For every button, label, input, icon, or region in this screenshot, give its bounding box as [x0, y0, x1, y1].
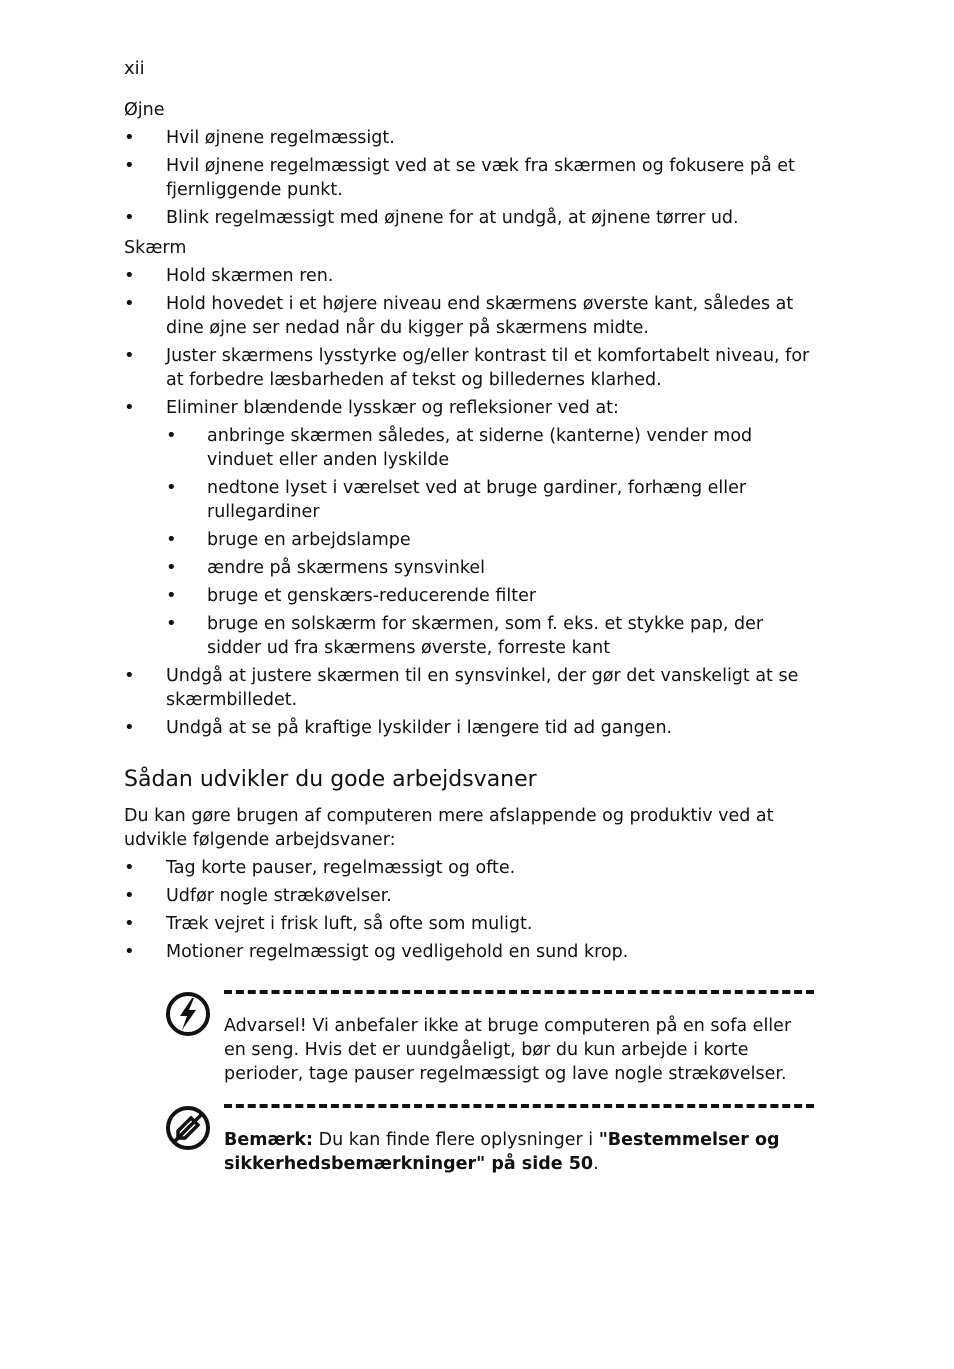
note-callout [164, 1104, 814, 1176]
sublist-item: • bruge en solskærm for skærmen, som f. eks. et stykke pap, der sidder ud fra skærmens øverste, forreste kant [166, 612, 814, 660]
note-body-text: Du kan finde flere oplysninger i [313, 1130, 599, 1150]
habits-intro: Du kan gøre brugen af computeren mere afslappende og produktiv ved at udvikle følgende arbejdsvaner: [124, 806, 774, 850]
list-item: • Træk vejret i frisk luft, så ofte som muligt. [124, 912, 814, 936]
list-item: • Undgå at justere skærmen til en synsvinkel, der gør det vanskeligt at se skærmbilledet. [124, 664, 814, 712]
note-text [224, 1128, 814, 1176]
page-content [124, 98, 814, 1176]
note-end: . [593, 1154, 599, 1174]
sublist-item: • bruge et genskærs-reducerende filter [166, 584, 814, 608]
list-item-text: Eliminer blændende lysskær og refleksioner ved at: [166, 398, 619, 418]
list-item: • Hold skærmen ren. [124, 264, 814, 288]
note-reference-link[interactable]: "Bestemmelser og sikkerhedsbemærkninger" på side 50 [224, 1130, 780, 1174]
list-item-with-sublist [124, 396, 814, 660]
note-body [224, 1104, 814, 1176]
warning-text: Advarsel! Vi anbefaler ikke at bruge computeren på en sofa eller en seng. Hvis det er uundgåeligt, bør du kun arbejde i korte perioder, tage pauser regelmæssigt og lave nogle strækøvelser. [224, 1016, 792, 1084]
sublist-item: • anbringe skærmen således, at siderne (kanterne) vender mod vinduet eller anden lyskilde [166, 424, 814, 472]
screen-list [124, 264, 814, 740]
note-label: Bemærk: [224, 1130, 314, 1150]
warning-callout [164, 990, 814, 1086]
list-item: • Tag korte pauser, regelmæssigt og ofte. [124, 856, 814, 880]
list-item: • Undgå at se på kraftige lyskilder i længere tid ad gangen. [124, 716, 814, 740]
list-item: • Blink regelmæssigt med øjnene for at undgå, at øjnene tørrer ud. [124, 206, 814, 230]
page-number: xii [124, 58, 145, 79]
list-item: • Hvil øjnene regelmæssigt ved at se væk fra skærmen og fokusere på et fjernliggende punkt. [124, 154, 814, 202]
note-icon [164, 1104, 212, 1152]
sublist-item: • ændre på skærmens synsvinkel [166, 556, 814, 580]
list-item: • Hvil øjnene regelmæssigt. [124, 126, 814, 150]
dashed-divider [224, 1104, 814, 1108]
glare-sublist [166, 424, 814, 660]
warning-body [224, 990, 814, 1086]
list-item: • Motioner regelmæssigt og vedligehold en sund krop. [124, 940, 814, 964]
habits-list [124, 856, 814, 964]
list-item: • Udfør nogle strækøvelser. [124, 884, 814, 908]
sublist-item: • bruge en arbejdslampe [166, 528, 814, 552]
dashed-divider [224, 990, 814, 994]
eyes-section-label: Øjne [124, 100, 165, 120]
section-heading: Sådan udvikler du gode arbejdsvaner [124, 767, 537, 792]
list-item: • Hold hovedet i et højere niveau end skærmens øverste kant, således at dine øjne ser nedad når du kigger på skærmens midte. [124, 292, 814, 340]
warning-icon [164, 990, 212, 1038]
screen-section-label: Skærm [124, 238, 187, 258]
eyes-list [124, 126, 814, 230]
list-item: • Juster skærmens lysstyrke og/eller kontrast til et komfortabelt niveau, for at forbedre læsbarheden af tekst og billedernes klarhed. [124, 344, 814, 392]
sublist-item: • nedtone lyset i værelset ved at bruge gardiner, forhæng eller rullegardiner [166, 476, 814, 524]
